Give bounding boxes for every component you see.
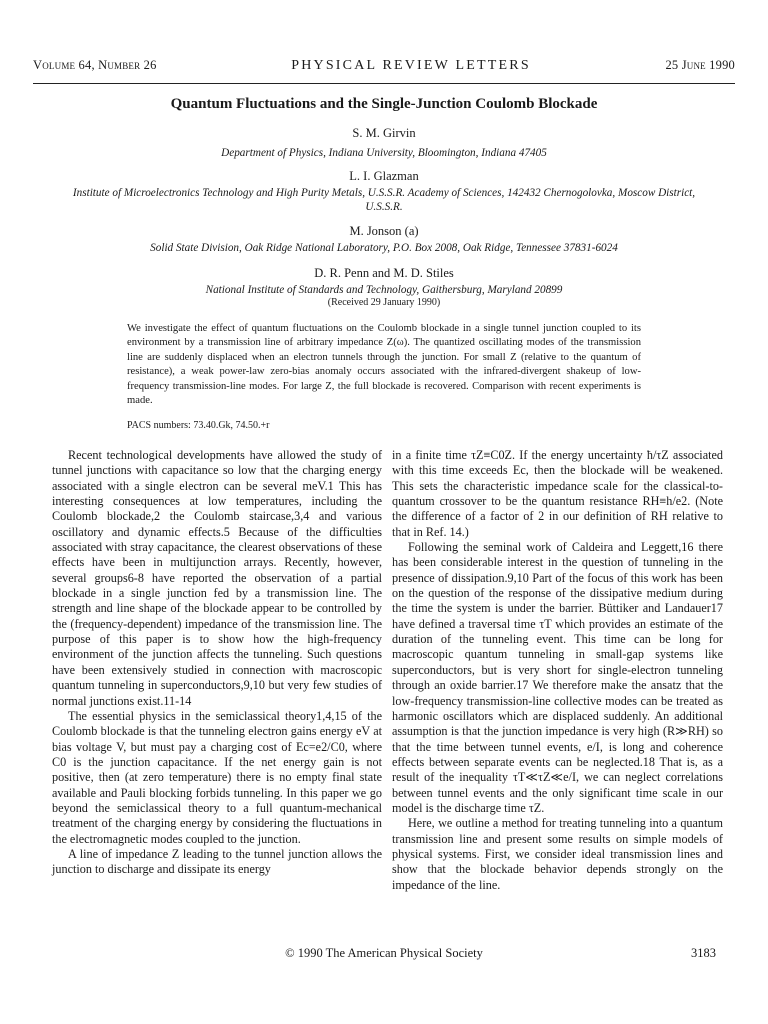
journal-name: PHYSICAL REVIEW LETTERS bbox=[291, 58, 531, 73]
running-head bbox=[33, 58, 735, 78]
affiliation-1: Department of Physics, Indiana University, Bloomington, Indiana 47405 bbox=[221, 147, 547, 159]
page-number: 3183 bbox=[691, 946, 716, 960]
article-title: Quantum Fluctuations and the Single-Junction Coulomb Blockade bbox=[170, 96, 598, 112]
body-column-right bbox=[392, 448, 723, 893]
abstract: We investigate the effect of quantum fluctuations on the Coulomb blockade in a single tunnel junction coupled to its environment by a transmission line of arbitrary impedance Z(ω). The quantized oscillating modes of the transmission line are suddenly displaced when an electron tunnels through the junction. For small Z (relative to the quantum of resistance), a weak power-law zero-bias anomaly occurs associated with the infrared-divergent shakeup of low-frequency transmission-line modes. For large Z, the full blockade is recovered. Comparison with recent experiments is made. bbox=[127, 323, 641, 407]
paragraph: in a finite time τZ≡C0Z. If the energy uncertainty ħ/τZ associated with this time exceeds Ec, then the blockade will be weakened. This sets the characteristic impedance scale for the classical-to-quantum crossover to be the quantum resistance RH≡h/e2. (Note the difference of a factor of 2 in our definition of RH relative to that in Ref. 14.) bbox=[392, 448, 723, 539]
pacs-numbers: PACS numbers: 73.40.Gk, 74.50.+r bbox=[127, 420, 270, 431]
affiliation-3: Solid State Division, Oak Ridge National Laboratory, P.O. Box 2008, Oak Ridge, Tennessee 37831-6024 bbox=[150, 242, 618, 254]
volume-number: Volume 64, Number 26 bbox=[33, 58, 157, 72]
paragraph: Here, we outline a method for treating tunneling into a quantum transmission line and present some results on simple models of physical systems. First, we consider ideal transmission lines and show that the blockade behavior depends strongly on the impedance of the line. bbox=[392, 816, 723, 892]
copyright-notice: © 1990 The American Physical Society bbox=[285, 946, 483, 960]
issue-date: 25 June 1990 bbox=[665, 58, 735, 72]
header-rule bbox=[33, 83, 735, 84]
author-4: D. R. Penn and M. D. Stiles bbox=[314, 266, 454, 280]
paragraph: The essential physics in the semiclassical theory1,4,15 of the Coulomb blockade is that the tunneling electron gains energy eV at bias voltage V, but must pay a charging cost of Ec=e2/C0, where C0 is the junction capacitance. If the net energy gain is not positive, then (at zero temperature) there is no empty final state available and Pauli blocking forbids tunneling. In this paper we go beyond the semiclassical theory to a full quantum-mechanical treatment of the charging energy by considering the fluctuations in the electromagnetic modes coupled to the junction. bbox=[52, 708, 382, 846]
received-date: (Received 29 January 1990) bbox=[327, 297, 441, 308]
affiliation-4: National Institute of Standards and Technology, Gaithersburg, Maryland 20899 bbox=[205, 284, 563, 296]
author-1: S. M. Girvin bbox=[352, 126, 416, 140]
affiliation-2: Institute of Microelectronics Technology and High Purity Metals, U.S.S.R. Academy of Sciences, 142432 Chernogolovka, Moscow District, U.S.S.R. bbox=[72, 187, 696, 213]
paragraph: Following the seminal work of Caldeira and Leggett,16 there has been considerable interest in the question of tunneling in the presence of dissipation.9,10 Part of the focus of this work has been on the question of the response of the dissipative medium during the time the system is under the barrier. Büttiker and Landauer17 have defined a traversal time τT which provides an estimate of the duration of the tunneling event. This time can be long for macroscopic quantum tunneling in small-gap systems like superconductors, but is very short for single-electron tunneling through an oxide barrier.17 We therefore make the ansatz that the low-frequency transmission-line collective modes can be treated as harmonic oscillators which are displaced suddenly. An additional assumption is that the junction impedance is very high (R≫RH) so that the time between tunnel events, e/I, is long and coherence effects between separate events can be neglected.18 That is, as a result of the inequality τT≪τZ≪e/I, we can neglect correlations between tunnel events and the only significant time scale in our model is the discharge time τZ. bbox=[392, 540, 723, 815]
body-column-left bbox=[52, 448, 382, 878]
author-3: M. Jonson (a) bbox=[349, 224, 419, 238]
paragraph: Recent technological developments have allowed the study of tunnel junctions with capacitance so low that the charging energy associated with a single electron can be several meV.1 This has interesting consequences at low temperatures, including the Coulomb blockade,2 the Coulomb staircase,3,4 and various oscillatory and dynamic effects.5 Because of the difficulties associated with stray capacitance, the clearest observations of these effects have been in multijunction arrays. Recently, however, several groups6-8 have reported the observation of a partial blockade in a single junction fed by a transmission line. The strength and line shape of the blockade appear to be controlled by the (frequency-dependent) impedance of the transmission line. The purpose of this paper is to show how the high-frequency environment of the junction affects the tunneling. Such questions have been extensively studied in connection with macroscopic quantum tunneling in superconductors,9,10 but very few studies of normal junctions exist.11-14 bbox=[52, 448, 382, 708]
author-2: L. I. Glazman bbox=[349, 169, 419, 183]
paragraph: A line of impedance Z leading to the tunnel junction allows the junction to discharge and dissipate its energy bbox=[52, 846, 382, 877]
